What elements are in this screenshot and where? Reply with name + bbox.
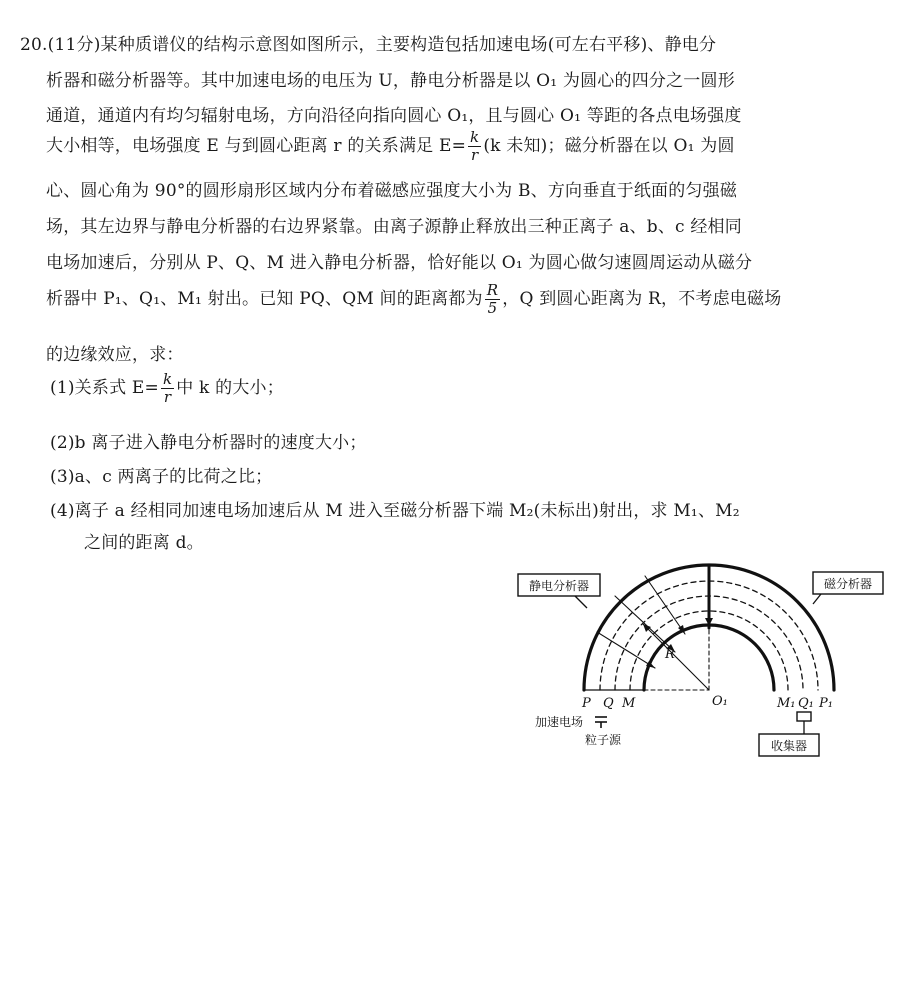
collector-icon — [797, 712, 811, 721]
fraction-k-over-r — [161, 372, 174, 405]
fraction-denominator: r — [163, 388, 172, 406]
problem-line-8 — [46, 283, 781, 316]
problem-line-7: 电场加速后，分别从 P、Q、M 进入静电分析器，恰好能以 O₁ 为圆心做匀速圆周运动从磁分 — [46, 253, 753, 273]
problem-line-5: 心、圆心角为 90°的圆形扇形区域内分布着磁感应强度大小为 B、方向垂直于纸面的匀强磁 — [46, 181, 738, 201]
problem-points: (11分) — [47, 35, 101, 55]
point-M1-label: M₁ — [777, 696, 796, 711]
center-O1-label: O₁ — [712, 694, 728, 709]
accelerator-plates-icon — [595, 717, 607, 728]
particle-source-label: 粒子源 — [585, 733, 622, 747]
mass-spectrometer-diagram — [515, 562, 890, 762]
diagram-svg — [515, 562, 890, 762]
line8-post: ，Q 到圆心距离为 R，不考虑电磁场 — [502, 289, 782, 309]
point-P1-label: P₁ — [819, 696, 833, 711]
question-3: (3)a、c 两离子的比荷之比； — [50, 467, 273, 487]
fraction-k-over-r — [468, 130, 481, 163]
collector-label: 收集器 — [770, 739, 808, 753]
fraction-R-over-5 — [485, 283, 501, 316]
fraction-numerator: R — [486, 281, 499, 299]
line8-pre: 析器中 P₁、Q₁、M₁ 射出。已知 PQ、QM 间的距离都为 — [46, 289, 483, 309]
fraction-numerator: k — [162, 370, 173, 388]
problem-number: 20. — [20, 35, 48, 55]
point-P-label: P — [582, 696, 591, 711]
magnetic-analyzer-label: 磁分析器 — [823, 577, 873, 591]
electrostatic-analyzer-label: 静电分析器 — [528, 579, 590, 593]
question-1 — [50, 372, 284, 405]
field-arrow-3 — [645, 576, 685, 634]
field-arrow-2 — [597, 632, 655, 668]
problem-line-3: 通道，通道内有均匀辐射电场，方向沿径向指向圆心 O₁，且与圆心 O₁ 等距的各点电场强度 — [46, 106, 742, 126]
line4-post: (k 未知)；磁分析器在以 O₁ 为圆 — [483, 136, 735, 156]
point-Q1-label: Q₁ — [798, 696, 814, 711]
point-M-label: M — [622, 696, 636, 711]
fraction-numerator: k — [470, 128, 480, 146]
question-4-line-2: 之间的距离 d。 — [84, 533, 204, 553]
problem-text-1: 某种质谱仪的结构示意图如图所示，主要构造包括加速电场(可左右平移)、静电分 — [100, 35, 717, 55]
problem-line-2: 析器和磁分析器等。其中加速电场的电压为 U，静电分析器是以 O₁ 为圆心的四分之一圆形 — [46, 71, 735, 91]
accelerating-field-label: 加速电场 — [535, 715, 584, 729]
q1-pre: (1)关系式 E= — [50, 378, 159, 398]
problem-line-4 — [46, 130, 735, 163]
question-2: (2)b 离子进入静电分析器时的速度大小； — [50, 433, 367, 453]
radius-R-label: R — [665, 647, 675, 662]
fraction-denominator: r — [470, 146, 479, 164]
q1-post: 中 k 的大小； — [176, 378, 284, 398]
problem-line-1 — [20, 30, 716, 55]
question-4-line-1: (4)离子 a 经相同加速电场加速后从 M 进入至磁分析器下端 M₂(未标出)射出，求 M₁、M₂ — [50, 501, 740, 521]
line4-pre: 大小相等，电场强度 E 与到圆心距离 r 的关系满足 E= — [46, 136, 467, 156]
problem-line-9: 的边缘效应，求： — [46, 345, 184, 365]
point-Q-label: Q — [603, 696, 614, 711]
problem-line-6: 场，其左边界与静电分析器的右边界紧靠。由离子源静止释放出三种正离子 a、b、c 经相同 — [46, 217, 742, 237]
fraction-denominator: 5 — [487, 299, 498, 317]
